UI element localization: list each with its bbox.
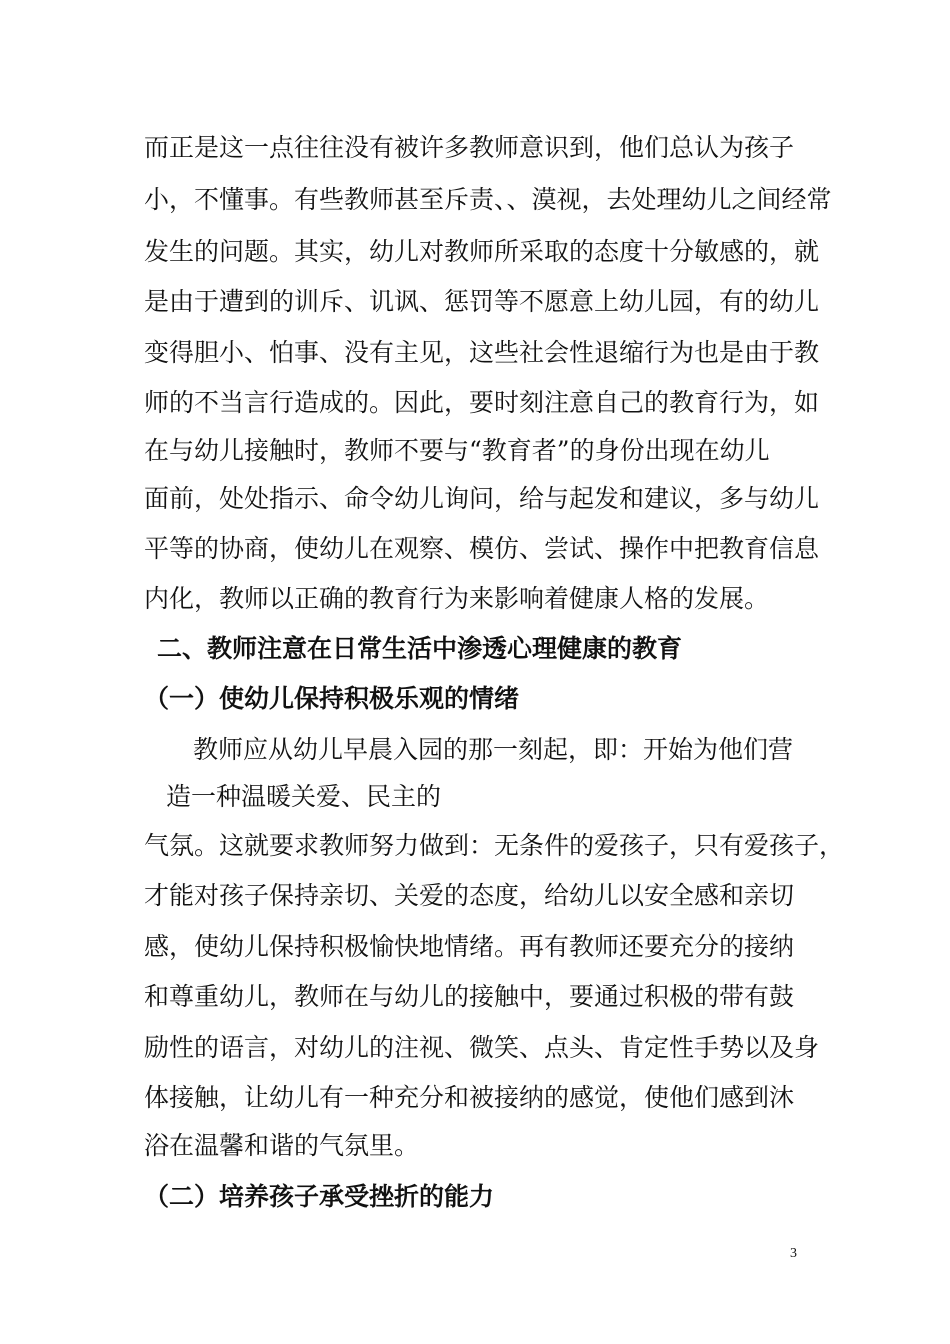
body-line: 师的不当言行造成的。因此，要时刻注意自己的教育行为，如 bbox=[144, 388, 820, 417]
body-line: 平等的协商，使幼儿在观察、模仿、尝试、操作中把教育信息 bbox=[144, 534, 820, 563]
body-line: 内化，教师以正确的教育行为来影响着健康人格的发展。 bbox=[144, 584, 770, 613]
body-line: 小，不懂事。有些教师甚至斥责、、漠视，去处理幼儿之间经常 bbox=[144, 185, 832, 214]
body-line: 教师应从幼儿早晨入园的那一刻起，即：开始为他们营 bbox=[193, 735, 794, 764]
subsection-heading: （二）培养孩子承受挫折的能力 bbox=[144, 1182, 495, 1211]
body-line: 和尊重幼儿，教师在与幼儿的接触中，要通过积极的带有鼓 bbox=[144, 982, 795, 1011]
body-line: 是由于遭到的训斥、讥讽、惩罚等不愿意上幼儿园，有的幼儿 bbox=[144, 287, 820, 316]
body-line: 发生的问题。其实，幼儿对教师所采取的态度十分敏感的，就 bbox=[144, 237, 820, 266]
body-line: 面前，处处指示、命令幼儿询问，给与起发和建议，多与幼儿 bbox=[144, 484, 820, 513]
subsection-heading: （一）使幼儿保持积极乐观的情绪 bbox=[144, 684, 520, 713]
body-line: 而正是这一点往往没有被许多教师意识到，他们总认为孩子 bbox=[144, 133, 795, 162]
body-line: 体接触，让幼儿有一种充分和被接纳的感觉，使他们感到沐 bbox=[144, 1083, 795, 1112]
body-line: 在与幼儿接触时，教师不要与“教育者”的身份出现在幼儿 bbox=[144, 436, 770, 465]
page-number: 3 bbox=[790, 1246, 797, 1261]
body-line: 才能对孩子保持亲切、关爱的态度，给幼儿以安全感和亲切 bbox=[144, 881, 795, 910]
body-line: 感，使幼儿保持积极愉快地情绪。再有教师还要充分的接纳 bbox=[144, 932, 795, 961]
body-line: 造一种温暖关爱、民主的 bbox=[166, 782, 442, 811]
body-line: 变得胆小、怕事、没有主见，这些社会性退缩行为也是由于教 bbox=[144, 338, 820, 367]
body-line: 励性的语言，对幼儿的注视、微笑、点头、肯定性手势以及身 bbox=[144, 1033, 820, 1062]
body-line: 气氛。这就要求教师努力做到：无条件的爱孩子，只有爱孩子， bbox=[144, 831, 845, 860]
section-heading: 二、教师注意在日常生活中渗透心理健康的教育 bbox=[157, 634, 683, 663]
body-line: 浴在温馨和谐的气氛里。 bbox=[144, 1131, 420, 1160]
